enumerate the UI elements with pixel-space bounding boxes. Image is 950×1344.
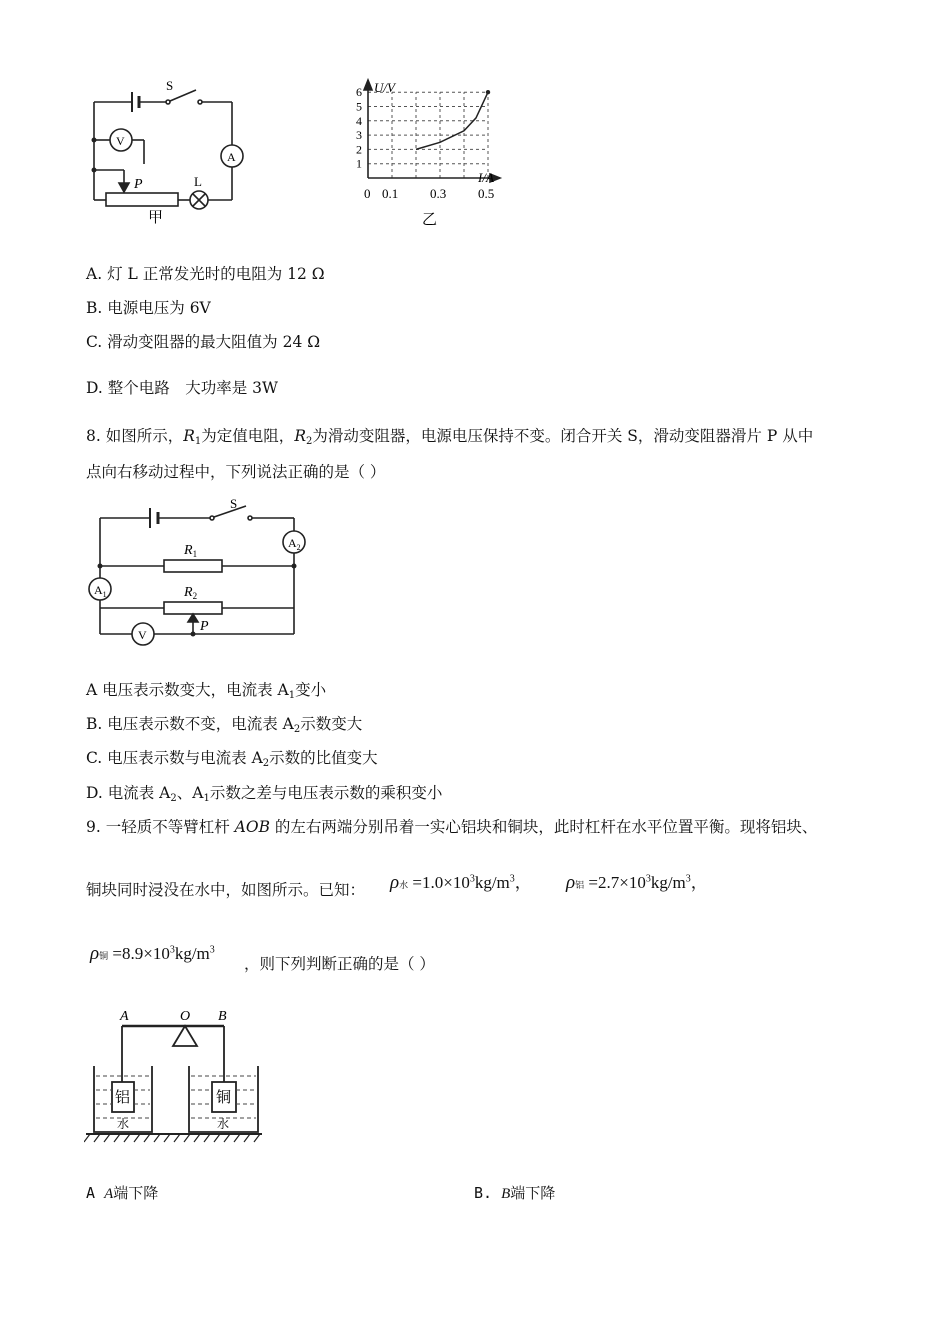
jia-switch-label: S	[166, 78, 174, 93]
jia-caption: 甲	[148, 210, 164, 226]
y-tick-label: 5	[356, 99, 362, 114]
q8-r2-label: $R_2$	[184, 585, 198, 601]
y-tick-label: 2	[356, 142, 362, 157]
q9-option-b[interactable]: B. B端下降	[474, 1184, 556, 1202]
jia-lamp-label: L	[194, 174, 202, 189]
q9-stem-line3: ，则下列判断正确的是（ ）	[244, 955, 435, 973]
q7-option-c[interactable]: C. 滑动变阻器的最大阻值为 24 Ω	[86, 333, 321, 351]
y-tick-label: 3	[356, 128, 362, 143]
yi-caption: 乙	[422, 212, 438, 228]
q8-option-b[interactable]: B. 电压表示数不变，电流表 $A_2$示数变大	[86, 715, 363, 735]
q9-water-label-right: 水	[217, 1117, 230, 1131]
jia-ammeter-symbol: A	[227, 150, 236, 164]
figure-jia-circuit	[82, 78, 252, 228]
q8-r1-label: $R_1$	[184, 543, 198, 559]
x-tick-label: 0.3	[430, 186, 447, 201]
q8-option-d[interactable]: D. 电流表 $A_2$、$A_1$示数之差与电压表示数的乘积变小	[86, 784, 443, 804]
jia-voltmeter-symbol: V	[116, 134, 125, 148]
q8-voltmeter-symbol: V	[138, 628, 147, 642]
figure-q9-lever	[84, 1004, 264, 1146]
x-tick-label: 0.5	[478, 186, 495, 201]
curve-end-point	[486, 90, 490, 94]
q9-copper-block-label: 铜	[216, 1090, 232, 1106]
q7-option-b[interactable]: B. 电源电压为 6V	[86, 299, 211, 317]
x-tick-label: 0	[364, 186, 371, 201]
q9-stem-line1: 9. 一轻质不等臂杠杆 AOB 的左右两端分别吊着一实心铝块和铜块，此时杠杆在水平位置平衡。现将铝块、	[86, 818, 818, 836]
q9-label-o: O	[180, 1009, 191, 1024]
q9-equation-aluminum: ρ铝 $=2.7\times 10^3kg/m^3$，	[566, 872, 708, 893]
q7-option-a[interactable]: A. 灯 L 正常发光时的电阻为 12 Ω	[86, 265, 325, 283]
q8-option-a[interactable]: A 电压表示数变大，电流表 $A_1$变小	[86, 681, 327, 701]
q9-equation-copper: ρ铜 $=8.9\times 10^3kg/m^3$	[90, 943, 215, 964]
q9-equation-water: ρ水 $=1.0\times 10^3kg/m^3$，	[390, 872, 532, 893]
q8-switch-label: S	[230, 496, 238, 511]
q9-stem-line2: 铜块同时浸没在水中，如图所示。已知：	[86, 881, 366, 899]
q7-option-d[interactable]: D. 整个电路 大功率是 3W	[86, 379, 278, 397]
q8-stem-line2: 点向右移动过程中，下列说法正确的是（ ）	[86, 463, 386, 481]
q9-aluminum-block-label: 铝	[115, 1090, 131, 1106]
jia-slider-label: P	[134, 177, 143, 192]
y-tick-label: 6	[356, 85, 362, 100]
figure-yi-graph	[330, 74, 510, 230]
q8-a1-symbol: $A_1$	[94, 583, 107, 599]
y-tick-label: 4	[356, 113, 362, 128]
yi-x-axis-label: I/A	[478, 170, 494, 185]
q8-stem-line1: 8. 如图所示，$R_1$为定值电阻，$R_2$为滑动变阻器，电源电压保持不变。闭合开关 S，滑动变阻器滑片 P 从中	[86, 427, 814, 447]
q8-a2-symbol: $A_2$	[288, 536, 301, 552]
q9-label-a: A	[120, 1009, 129, 1024]
x-tick-label: 0.1	[382, 186, 399, 201]
q9-water-label-left: 水	[117, 1117, 130, 1131]
q8-slider-label: P	[200, 619, 209, 634]
q9-label-b: B	[218, 1009, 227, 1024]
y-tick-label: 1	[356, 156, 362, 171]
figure-q8-circuit	[86, 496, 316, 656]
q9-option-a[interactable]: A A端下降	[86, 1184, 159, 1202]
q8-option-c[interactable]: C. 电压表示数与电流表 $A_2$示数的比值变大	[86, 749, 378, 769]
yi-y-axis-label: U/V	[374, 80, 395, 95]
